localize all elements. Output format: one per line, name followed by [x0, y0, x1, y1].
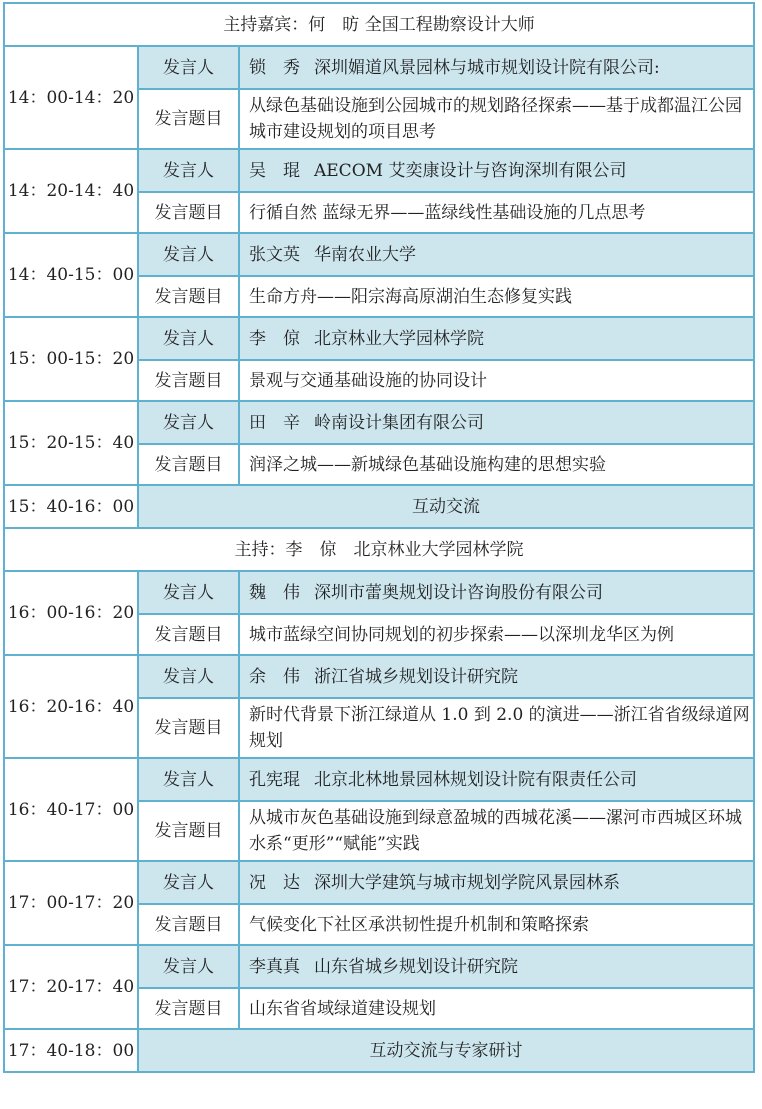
topic-text: 景观与交通基础设施的协同设计 [239, 360, 754, 401]
speaker-name: 余 伟 [249, 666, 300, 687]
topic-label: 发言题目 [138, 360, 239, 401]
time-slot: 17：40-18：00 [4, 1029, 138, 1072]
speaker-row [4, 149, 754, 192]
speaker-org: 北京北林地景园林规划设计院有限责任公司 [314, 769, 637, 790]
time-slot: 16：00-16：20 [4, 571, 138, 655]
speaker-info [239, 655, 754, 698]
speaker-org: 华南农业大学 [314, 244, 416, 265]
speaker-name: 锁 秀 [249, 57, 300, 78]
speaker-name: 李 倞 [249, 328, 300, 349]
topic-label: 发言题目 [138, 698, 239, 758]
speaker-info [239, 861, 754, 904]
session-host: 主持嘉宾：何 昉 全国工程勘察设计大师 [4, 3, 754, 46]
time-slot: 15：20-15：40 [4, 401, 138, 485]
speaker-info [239, 46, 754, 89]
time-slot: 16：20-16：40 [4, 655, 138, 758]
topic-label: 发言题目 [138, 444, 239, 485]
topic-label: 发言题目 [138, 276, 239, 317]
speaker-label: 发言人 [138, 945, 239, 988]
speaker-info [239, 571, 754, 614]
speaker-name: 魏 伟 [249, 582, 300, 603]
speaker-info [239, 401, 754, 444]
topic-label: 发言题目 [138, 614, 239, 655]
interaction-label: 互动交流 [138, 485, 754, 528]
topic-text: 行循自然 蓝绿无界——蓝绿线性基础设施的几点思考 [239, 192, 754, 233]
speaker-org: 浙江省城乡规划设计研究院 [314, 666, 518, 687]
speaker-label: 发言人 [138, 46, 239, 89]
speaker-name: 况 达 [249, 872, 300, 893]
speaker-name: 李真真 [249, 956, 300, 977]
speaker-label: 发言人 [138, 149, 239, 192]
speaker-row [4, 233, 754, 276]
time-slot: 14：00-14：20 [4, 46, 138, 149]
speaker-label: 发言人 [138, 758, 239, 801]
topic-text: 山东省省域绿道建设规划 [239, 988, 754, 1029]
topic-text: 气候变化下社区承洪韧性提升机制和策略探索 [239, 904, 754, 945]
host-row [4, 3, 754, 46]
speaker-info [239, 945, 754, 988]
speaker-label: 发言人 [138, 655, 239, 698]
speaker-label: 发言人 [138, 861, 239, 904]
speaker-org: 岭南设计集团有限公司 [314, 412, 484, 433]
speaker-label: 发言人 [138, 233, 239, 276]
speaker-org: 深圳大学建筑与城市规划学院风景园林系 [314, 872, 620, 893]
speaker-info [239, 149, 754, 192]
speaker-name: 田 辛 [249, 412, 300, 433]
topic-text: 新时代背景下浙江绿道从 1.0 到 2.0 的演进——浙江省省级绿道网规划 [239, 698, 754, 758]
speaker-org: 深圳市蕾奥规划设计咨询股份有限公司 [314, 582, 603, 603]
topic-text: 生命方舟——阳宗海高原湖泊生态修复实践 [239, 276, 754, 317]
speaker-org: 北京林业大学园林学院 [314, 328, 484, 349]
speaker-name: 孔宪琨 [249, 769, 300, 790]
speaker-org: AECOM 艾奕康设计与咨询深圳有限公司 [314, 160, 627, 181]
speaker-row [4, 571, 754, 614]
interaction-row [4, 485, 754, 528]
speaker-row [4, 861, 754, 904]
speaker-row [4, 758, 754, 801]
speaker-label: 发言人 [138, 401, 239, 444]
schedule-body [4, 3, 754, 1072]
topic-label: 发言题目 [138, 904, 239, 945]
topic-text: 润泽之城——新城绿色基础设施构建的思想实验 [239, 444, 754, 485]
speaker-info [239, 317, 754, 360]
session-host: 主持：李 倞 北京林业大学园林学院 [4, 528, 754, 571]
time-slot: 17：20-17：40 [4, 945, 138, 1029]
topic-label: 发言题目 [138, 801, 239, 861]
topic-label: 发言题目 [138, 988, 239, 1029]
speaker-row [4, 655, 754, 698]
speaker-row [4, 46, 754, 89]
speaker-info [239, 758, 754, 801]
speaker-name: 张文英 [249, 244, 300, 265]
speaker-row [4, 945, 754, 988]
topic-text: 从绿色基础设施到公园城市的规划路径探索——基于成都温江公园城市建设规划的项目思考 [239, 89, 754, 149]
host-row [4, 528, 754, 571]
interaction-row [4, 1029, 754, 1072]
schedule-table [3, 2, 755, 1073]
time-slot: 14：40-15：00 [4, 233, 138, 317]
speaker-label: 发言人 [138, 317, 239, 360]
time-slot: 14：20-14：40 [4, 149, 138, 233]
speaker-row [4, 401, 754, 444]
time-slot: 15：00-15：20 [4, 317, 138, 401]
speaker-org: 山东省城乡规划设计研究院 [314, 956, 518, 977]
topic-label: 发言题目 [138, 89, 239, 149]
speaker-info [239, 233, 754, 276]
topic-text: 从城市灰色基础设施到绿意盈城的西城花溪——漯河市西城区环城水系“更形”“赋能”实践 [239, 801, 754, 861]
interaction-label: 互动交流与专家研讨 [138, 1029, 754, 1072]
speaker-name: 吴 琨 [249, 160, 300, 181]
speaker-row [4, 317, 754, 360]
time-slot: 17：00-17：20 [4, 861, 138, 945]
time-slot: 15：40-16：00 [4, 485, 138, 528]
time-slot: 16：40-17：00 [4, 758, 138, 861]
speaker-label: 发言人 [138, 571, 239, 614]
topic-label: 发言题目 [138, 192, 239, 233]
speaker-org: 深圳媚道风景园林与城市规划设计院有限公司: [314, 57, 660, 78]
topic-text: 城市蓝绿空间协同规划的初步探索——以深圳龙华区为例 [239, 614, 754, 655]
